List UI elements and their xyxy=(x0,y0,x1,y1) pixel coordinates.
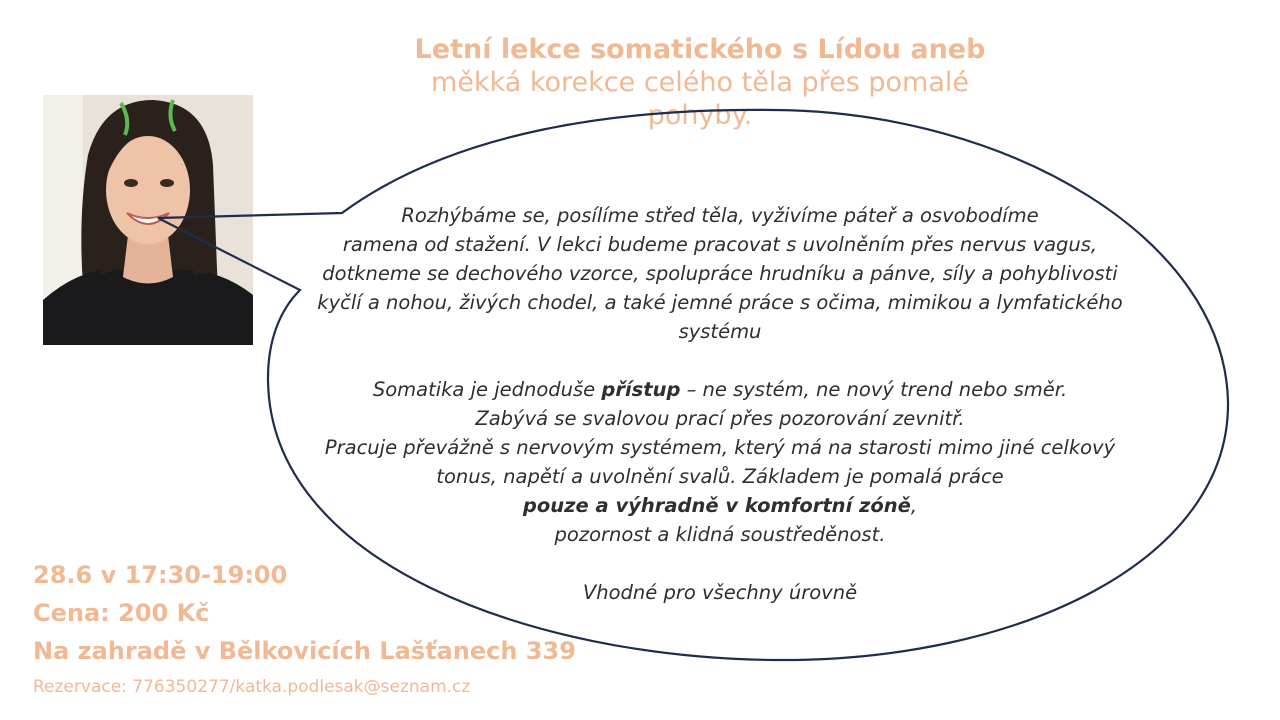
bubble-para2-line1-post: – ne systém, ne nový trend nebo směr. xyxy=(680,378,1068,401)
bubble-para2-line1 xyxy=(290,375,1150,404)
title-line-3: pohyby. xyxy=(647,99,753,131)
bubble-para2-line4: tonus, napětí a uvolnění svalů. Základem je pomalá práce xyxy=(436,465,1004,488)
bubble-para3: Vhodné pro všechny úrovně xyxy=(582,581,858,604)
bubble-para1-line3: dotkneme se dechového vzorce, spolupráce hrudníku a pánve, síly a pohyblivosti xyxy=(322,262,1118,285)
bubble-para1-line2: ramena od stažení. V lekci budeme pracovat s uvolněním přes nervus vagus, xyxy=(342,233,1098,256)
event-price: Cena: 200 Kč xyxy=(33,599,210,627)
bubble-para2-line1-pre: Somatika je jednoduše xyxy=(372,378,602,401)
bubble-para2-line5-bold: pouze a výhradně v komfortní zóně xyxy=(522,494,911,517)
bubble-para1-line1: Rozhýbáme se, posílíme střed těla, vyživíme páteř a osvobodíme xyxy=(401,204,1039,227)
paragraph-gap xyxy=(290,346,1150,375)
event-reservation: Rezervace: 776350277/katka.podlesak@seznam.cz xyxy=(33,677,471,697)
bubble-para2-line2: Zabývá se svalovou prací přes pozorování zevnitř. xyxy=(475,407,965,430)
event-place: Na zahradě v Bělkovicích Lašťanech 339 xyxy=(33,637,576,665)
event-date: 28.6 v 17:30-19:00 xyxy=(33,561,288,589)
bubble-para2-line6: pozornost a klidná soustředěnost. xyxy=(554,523,886,546)
event-info xyxy=(33,556,576,700)
bubble-para2-line5-post: , xyxy=(910,494,918,517)
bubble-para2-line5 xyxy=(290,491,1150,520)
bubble-para1-line5: systému xyxy=(678,320,762,343)
bubble-para2-line3: Pracuje převážně s nervovým systémem, který má na starosti mimo jiné celkový xyxy=(324,436,1116,459)
bubble-para1-line4: kyčlí a nohou, živých chodel, a také jemné práce s očima, mimikou a lymfatického xyxy=(317,291,1123,314)
title-line-1: Letní lekce somatického s Lídou aneb xyxy=(414,34,986,65)
bubble-para2-line1-bold: přístup xyxy=(601,378,681,401)
title-line-2: měkká korekce celého těla přes pomalé xyxy=(431,66,969,98)
speech-bubble-text xyxy=(290,201,1150,607)
